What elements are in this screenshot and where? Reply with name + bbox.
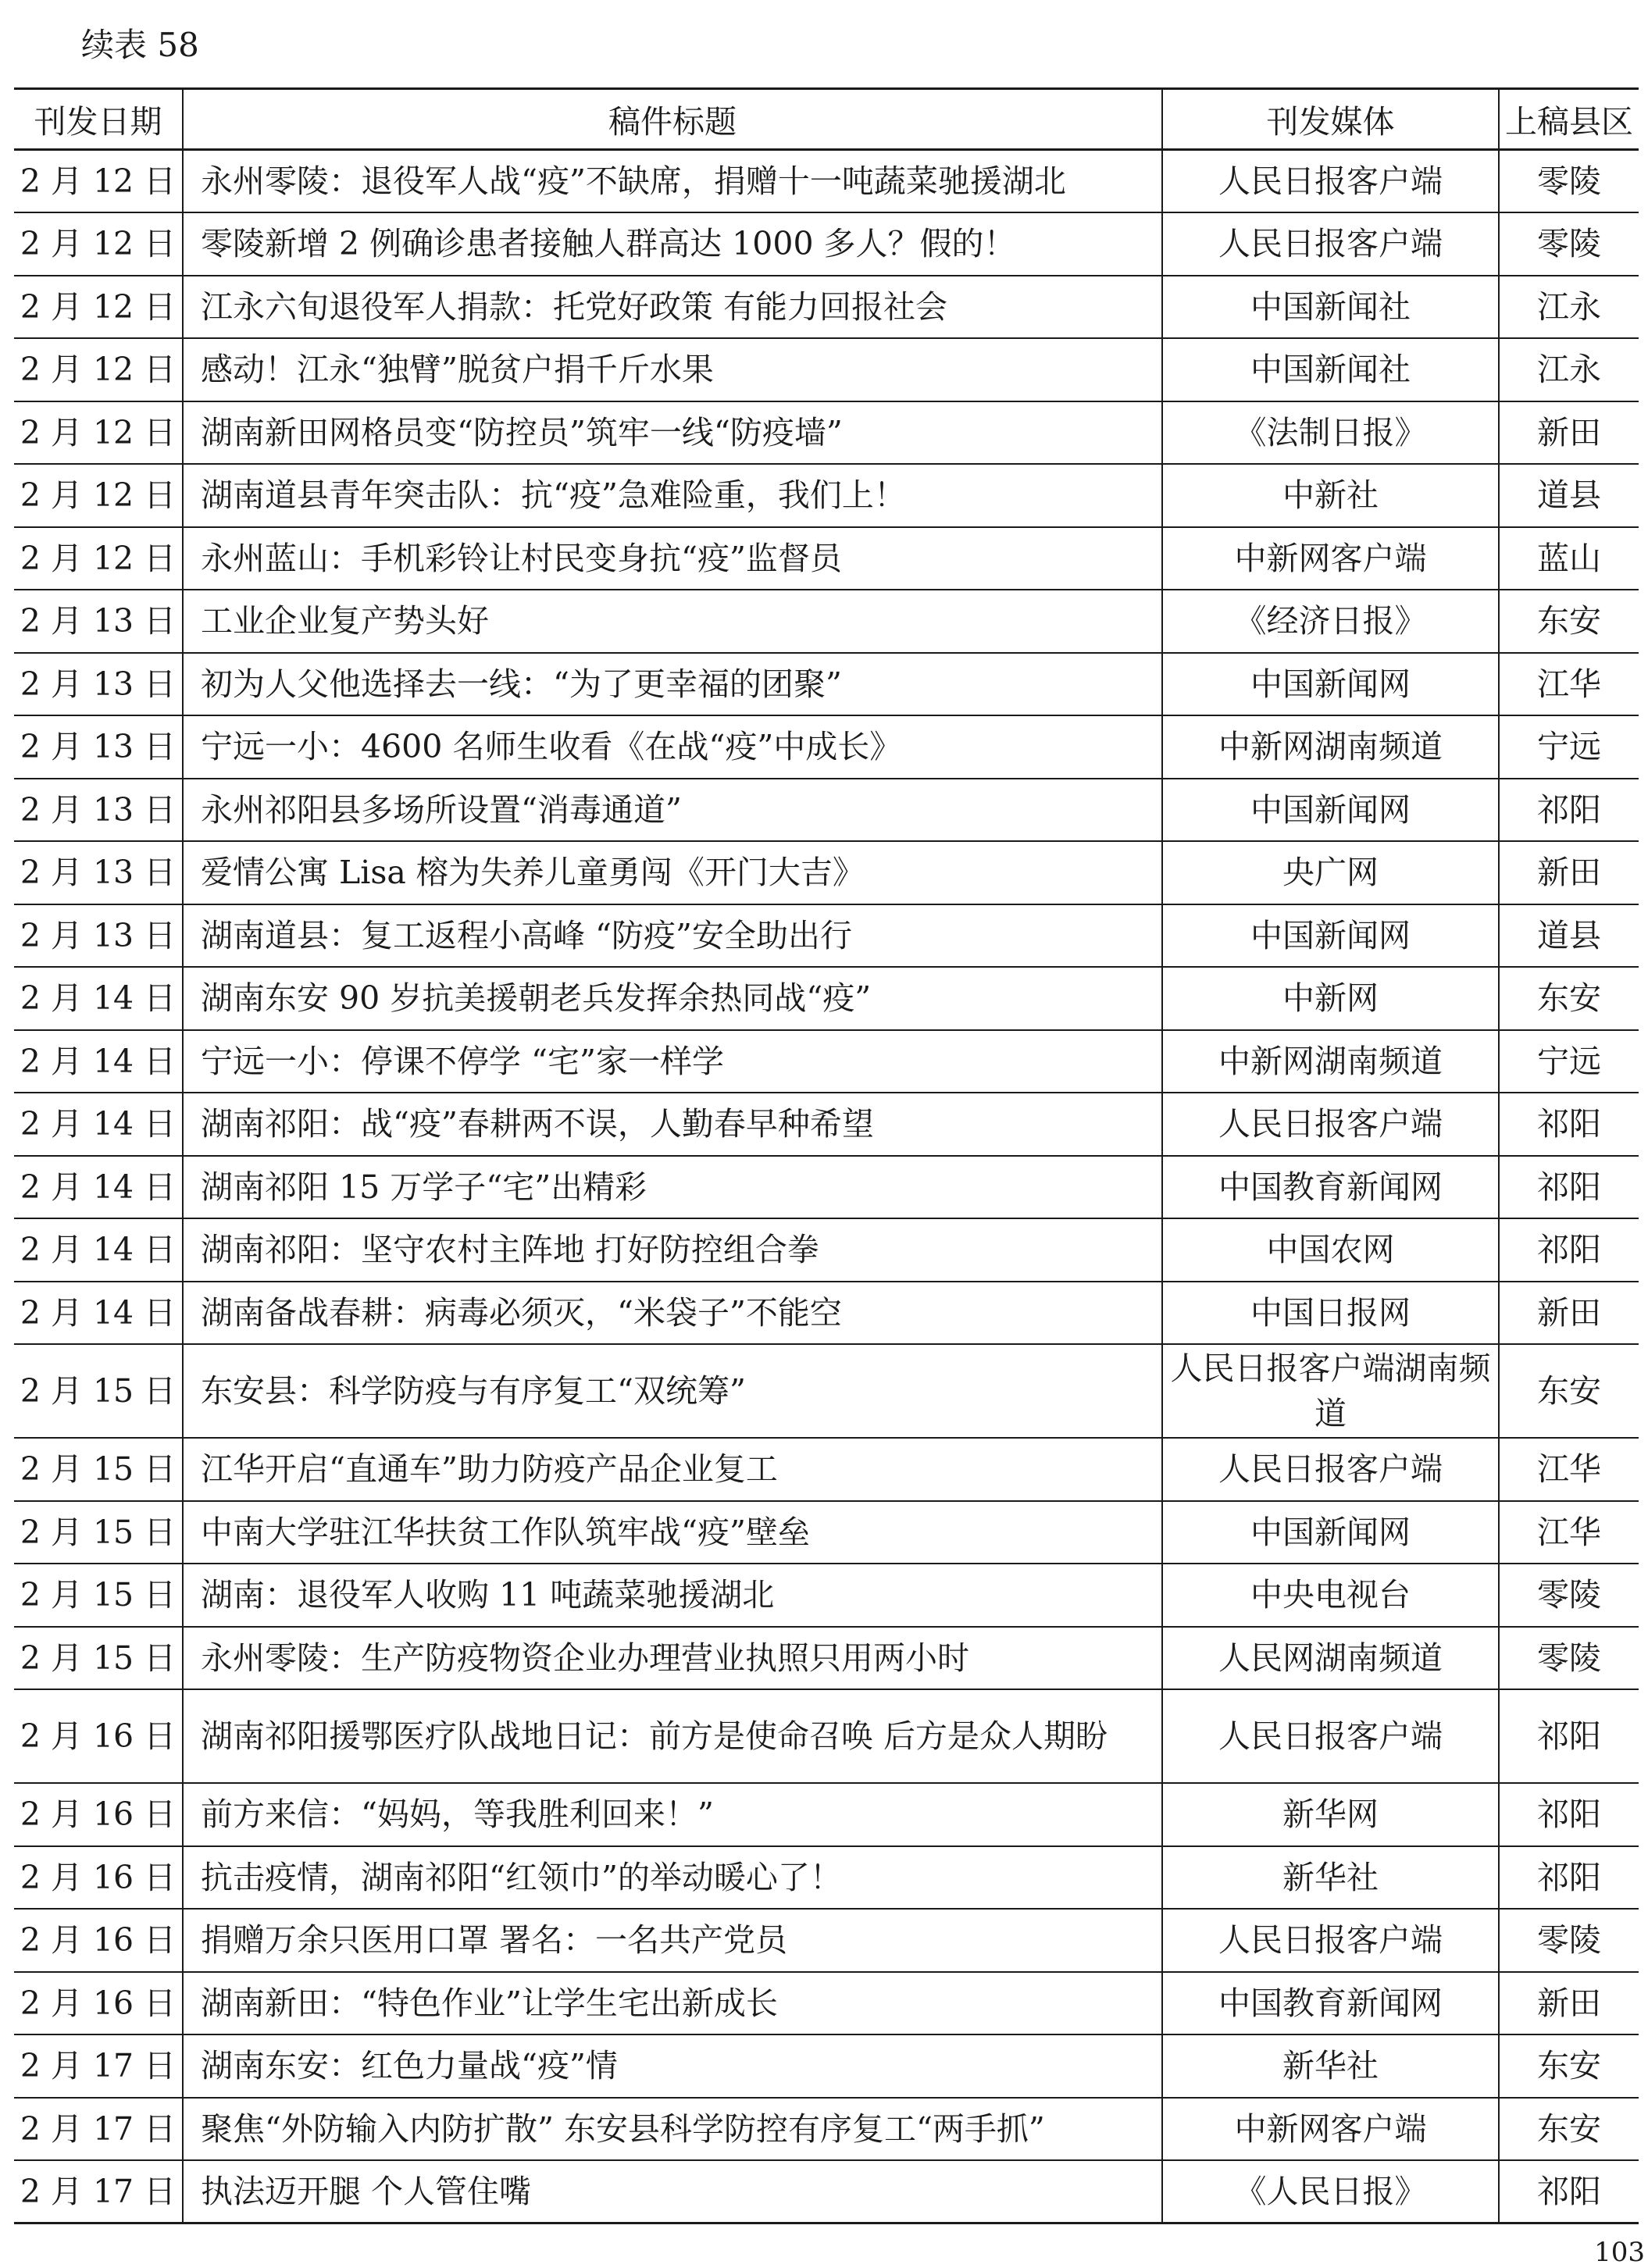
cell-media: 中国新闻网: [1162, 904, 1499, 968]
header-title: 稿件标题: [183, 89, 1162, 150]
table-row: [14, 590, 1639, 653]
cell-media: 人民日报客户端: [1162, 1689, 1499, 1783]
cell-media: 中新社: [1162, 464, 1499, 527]
cell-title: 湖南道县：复工返程小高峰 “防疫”安全助出行: [183, 904, 1162, 968]
cell-date: 2 月 16 日: [14, 1846, 183, 1910]
table-row: [14, 1846, 1639, 1910]
table-row: [14, 1972, 1639, 2035]
cell-date: 2 月 12 日: [14, 212, 183, 276]
cell-date: 2 月 15 日: [14, 1344, 183, 1438]
cell-district: 江华: [1499, 1438, 1639, 1501]
cell-title: 工业企业复产势头好: [183, 590, 1162, 653]
cell-date: 2 月 12 日: [14, 464, 183, 527]
cell-title: 湖南新田网格员变“防控员”筑牢一线“防疫墙”: [183, 401, 1162, 465]
cell-date: 2 月 13 日: [14, 841, 183, 904]
cell-district: 祁阳: [1499, 1093, 1639, 1156]
header-media: 刊发媒体: [1162, 89, 1499, 150]
cell-date: 2 月 13 日: [14, 590, 183, 653]
cell-media: 人民日报客户端: [1162, 212, 1499, 276]
cell-title: 永州祁阳县多场所设置“消毒通道”: [183, 779, 1162, 842]
cell-media: 中国新闻网: [1162, 779, 1499, 842]
cell-media: 人民日报客户端: [1162, 1909, 1499, 1972]
cell-district: 江华: [1499, 1501, 1639, 1564]
table-row: [14, 779, 1639, 842]
cell-date: 2 月 16 日: [14, 1972, 183, 2035]
cell-district: 零陵: [1499, 1627, 1639, 1690]
cell-district: 零陵: [1499, 150, 1639, 213]
cell-district: 零陵: [1499, 212, 1639, 276]
table-row: [14, 212, 1639, 276]
cell-title: 感动！江永“独臂”脱贫户捐千斤水果: [183, 338, 1162, 401]
table-row: [14, 2034, 1639, 2098]
cell-media: 中国新闻社: [1162, 276, 1499, 339]
cell-date: 2 月 16 日: [14, 1689, 183, 1783]
cell-title: 湖南东安 90 岁抗美援朝老兵发挥余热同战“疫”: [183, 967, 1162, 1030]
cell-district: 祁阳: [1499, 2160, 1639, 2223]
cell-title: 聚焦“外防输入内防扩散” 东安县科学防控有序复工“两手抓”: [183, 2098, 1162, 2161]
cell-district: 东安: [1499, 967, 1639, 1030]
cell-media: 央广网: [1162, 841, 1499, 904]
table-row: [14, 653, 1639, 716]
table-row: [14, 1627, 1639, 1690]
cell-date: 2 月 13 日: [14, 653, 183, 716]
cell-media: 中国日报网: [1162, 1282, 1499, 1345]
cell-title: 江永六旬退役军人捐款：托党好政策 有能力回报社会: [183, 276, 1162, 339]
cell-title: 湖南备战春耕：病毒必须灭，“米袋子”不能空: [183, 1282, 1162, 1345]
table-row: [14, 1218, 1639, 1282]
cell-title: 湖南祁阳 15 万学子“宅”出精彩: [183, 1156, 1162, 1219]
cell-district: 东安: [1499, 1344, 1639, 1438]
cell-date: 2 月 12 日: [14, 150, 183, 213]
cell-media: 中国新闻社: [1162, 338, 1499, 401]
cell-date: 2 月 12 日: [14, 527, 183, 590]
table-row: [14, 338, 1639, 401]
cell-date: 2 月 16 日: [14, 1783, 183, 1846]
cell-date: 2 月 14 日: [14, 1093, 183, 1156]
cell-media: 新华社: [1162, 1846, 1499, 1910]
table-row: [14, 715, 1639, 779]
cell-date: 2 月 15 日: [14, 1438, 183, 1501]
cell-title: 宁远一小：4600 名师生收看《在战“疫”中成长》: [183, 715, 1162, 779]
cell-district: 新田: [1499, 841, 1639, 904]
cell-date: 2 月 14 日: [14, 1282, 183, 1345]
table-row: [14, 401, 1639, 465]
cell-title: 湖南祁阳援鄂医疗队战地日记：前方是使命召唤 后方是众人期盼: [183, 1689, 1162, 1783]
cell-media: 人民日报客户端: [1162, 1438, 1499, 1501]
cell-district: 宁远: [1499, 1030, 1639, 1093]
cell-title: 执法迈开腿 个人管住嘴: [183, 2160, 1162, 2223]
cell-media: 中国教育新闻网: [1162, 1972, 1499, 2035]
cell-media: 中国新闻网: [1162, 1501, 1499, 1564]
cell-district: 新田: [1499, 1282, 1639, 1345]
cell-title: 湖南祁阳：坚守农村主阵地 打好防控组合拳: [183, 1218, 1162, 1282]
table-row: [14, 1156, 1639, 1219]
cell-media: 《人民日报》: [1162, 2160, 1499, 2223]
table-row: [14, 967, 1639, 1030]
table-row: [14, 1501, 1639, 1564]
cell-media: 中国教育新闻网: [1162, 1156, 1499, 1219]
table-row: [14, 527, 1639, 590]
cell-title: 爱情公寓 Lisa 榕为失养儿童勇闯《开门大吉》: [183, 841, 1162, 904]
cell-title: 前方来信：“妈妈，等我胜利回来！”: [183, 1783, 1162, 1846]
table-row: [14, 1282, 1639, 1345]
table-caption: 续表 58: [81, 26, 199, 64]
cell-district: 祁阳: [1499, 1783, 1639, 1846]
cell-title: 抗击疫情，湖南祁阳“红领巾”的举动暖心了！: [183, 1846, 1162, 1910]
cell-media: 人民日报客户端: [1162, 150, 1499, 213]
table-row: [14, 1093, 1639, 1156]
table-row: [14, 1030, 1639, 1093]
cell-date: 2 月 15 日: [14, 1627, 183, 1690]
cell-media: 新华社: [1162, 2034, 1499, 2098]
header-row: [14, 89, 1639, 150]
cell-media: 人民网湖南频道: [1162, 1627, 1499, 1690]
cell-district: 祁阳: [1499, 779, 1639, 842]
cell-date: 2 月 17 日: [14, 2098, 183, 2161]
table-row: [14, 2098, 1639, 2161]
cell-date: 2 月 14 日: [14, 1030, 183, 1093]
cell-title: 初为人父他选择去一线：“为了更幸福的团聚”: [183, 653, 1162, 716]
cell-district: 祁阳: [1499, 1689, 1639, 1783]
table-row: [14, 1344, 1639, 1438]
cell-title: 捐赠万余只医用口罩 署名：一名共产党员: [183, 1909, 1162, 1972]
table-row: [14, 1564, 1639, 1627]
cell-district: 道县: [1499, 464, 1639, 527]
table-row: [14, 904, 1639, 968]
cell-date: 2 月 13 日: [14, 779, 183, 842]
cell-title: 宁远一小：停课不停学 “宅”家一样学: [183, 1030, 1162, 1093]
cell-district: 江永: [1499, 276, 1639, 339]
cell-district: 祁阳: [1499, 1218, 1639, 1282]
table-row: [14, 464, 1639, 527]
cell-media: 《经济日报》: [1162, 590, 1499, 653]
cell-date: 2 月 13 日: [14, 715, 183, 779]
cell-date: 2 月 14 日: [14, 1218, 183, 1282]
cell-media: 《法制日报》: [1162, 401, 1499, 465]
cell-district: 东安: [1499, 590, 1639, 653]
table-row: [14, 1438, 1639, 1501]
cell-district: 东安: [1499, 2034, 1639, 2098]
cell-media: 中新网湖南频道: [1162, 715, 1499, 779]
cell-media: 中新网客户端: [1162, 527, 1499, 590]
cell-date: 2 月 13 日: [14, 904, 183, 968]
header-district: 上稿县区: [1499, 89, 1639, 150]
cell-title: 永州零陵：生产防疫物资企业办理营业执照只用两小时: [183, 1627, 1162, 1690]
table-row: [14, 150, 1639, 213]
page-number: 103: [1594, 2237, 1645, 2268]
cell-media: 中新网客户端: [1162, 2098, 1499, 2161]
header-date: 刊发日期: [14, 89, 183, 150]
table-row: [14, 2160, 1639, 2223]
cell-district: 新田: [1499, 1972, 1639, 2035]
cell-date: 2 月 14 日: [14, 967, 183, 1030]
cell-title: 永州零陵：退役军人战“疫”不缺席，捐赠十一吨蔬菜驰援湖北: [183, 150, 1162, 213]
cell-date: 2 月 12 日: [14, 401, 183, 465]
cell-media: 新华网: [1162, 1783, 1499, 1846]
cell-title: 湖南道县青年突击队：抗“疫”急难险重，我们上！: [183, 464, 1162, 527]
cell-title: 永州蓝山：手机彩铃让村民变身抗“疫”监督员: [183, 527, 1162, 590]
table-row: [14, 276, 1639, 339]
cell-title: 湖南新田：“特色作业”让学生宅出新成长: [183, 1972, 1162, 2035]
cell-date: 2 月 17 日: [14, 2034, 183, 2098]
cell-district: 新田: [1499, 401, 1639, 465]
cell-district: 零陵: [1499, 1564, 1639, 1627]
cell-district: 宁远: [1499, 715, 1639, 779]
cell-district: 零陵: [1499, 1909, 1639, 1972]
cell-title: 湖南东安：红色力量战“疫”情: [183, 2034, 1162, 2098]
table-row: [14, 841, 1639, 904]
cell-title: 零陵新增 2 例确诊患者接触人群高达 1000 多人？假的！: [183, 212, 1162, 276]
cell-district: 江华: [1499, 653, 1639, 716]
cell-title: 东安县：科学防疫与有序复工“双统筹”: [183, 1344, 1162, 1438]
cell-district: 祁阳: [1499, 1156, 1639, 1219]
cell-title: 江华开启“直通车”助力防疫产品企业复工: [183, 1438, 1162, 1501]
cell-date: 2 月 14 日: [14, 1156, 183, 1219]
cell-media: 中新网: [1162, 967, 1499, 1030]
cell-media: 人民日报客户端湖南频道: [1162, 1344, 1499, 1438]
table-row: [14, 1909, 1639, 1972]
cell-media: 中新网湖南频道: [1162, 1030, 1499, 1093]
cell-date: 2 月 15 日: [14, 1564, 183, 1627]
cell-media: 中央电视台: [1162, 1564, 1499, 1627]
cell-media: 人民日报客户端: [1162, 1093, 1499, 1156]
cell-district: 道县: [1499, 904, 1639, 968]
table-row: [14, 1689, 1639, 1783]
news-table: [14, 87, 1639, 2224]
table-row: [14, 1783, 1639, 1846]
cell-district: 东安: [1499, 2098, 1639, 2161]
cell-title: 湖南祁阳：战“疫”春耕两不误，人勤春早种希望: [183, 1093, 1162, 1156]
cell-date: 2 月 12 日: [14, 276, 183, 339]
cell-media: 中国新闻网: [1162, 653, 1499, 716]
cell-date: 2 月 16 日: [14, 1909, 183, 1972]
cell-media: 中国农网: [1162, 1218, 1499, 1282]
cell-date: 2 月 12 日: [14, 338, 183, 401]
cell-district: 祁阳: [1499, 1846, 1639, 1910]
cell-title: 中南大学驻江华扶贫工作队筑牢战“疫”壁垒: [183, 1501, 1162, 1564]
cell-title: 湖南：退役军人收购 11 吨蔬菜驰援湖北: [183, 1564, 1162, 1627]
cell-district: 蓝山: [1499, 527, 1639, 590]
cell-district: 江永: [1499, 338, 1639, 401]
cell-date: 2 月 17 日: [14, 2160, 183, 2223]
cell-date: 2 月 15 日: [14, 1501, 183, 1564]
